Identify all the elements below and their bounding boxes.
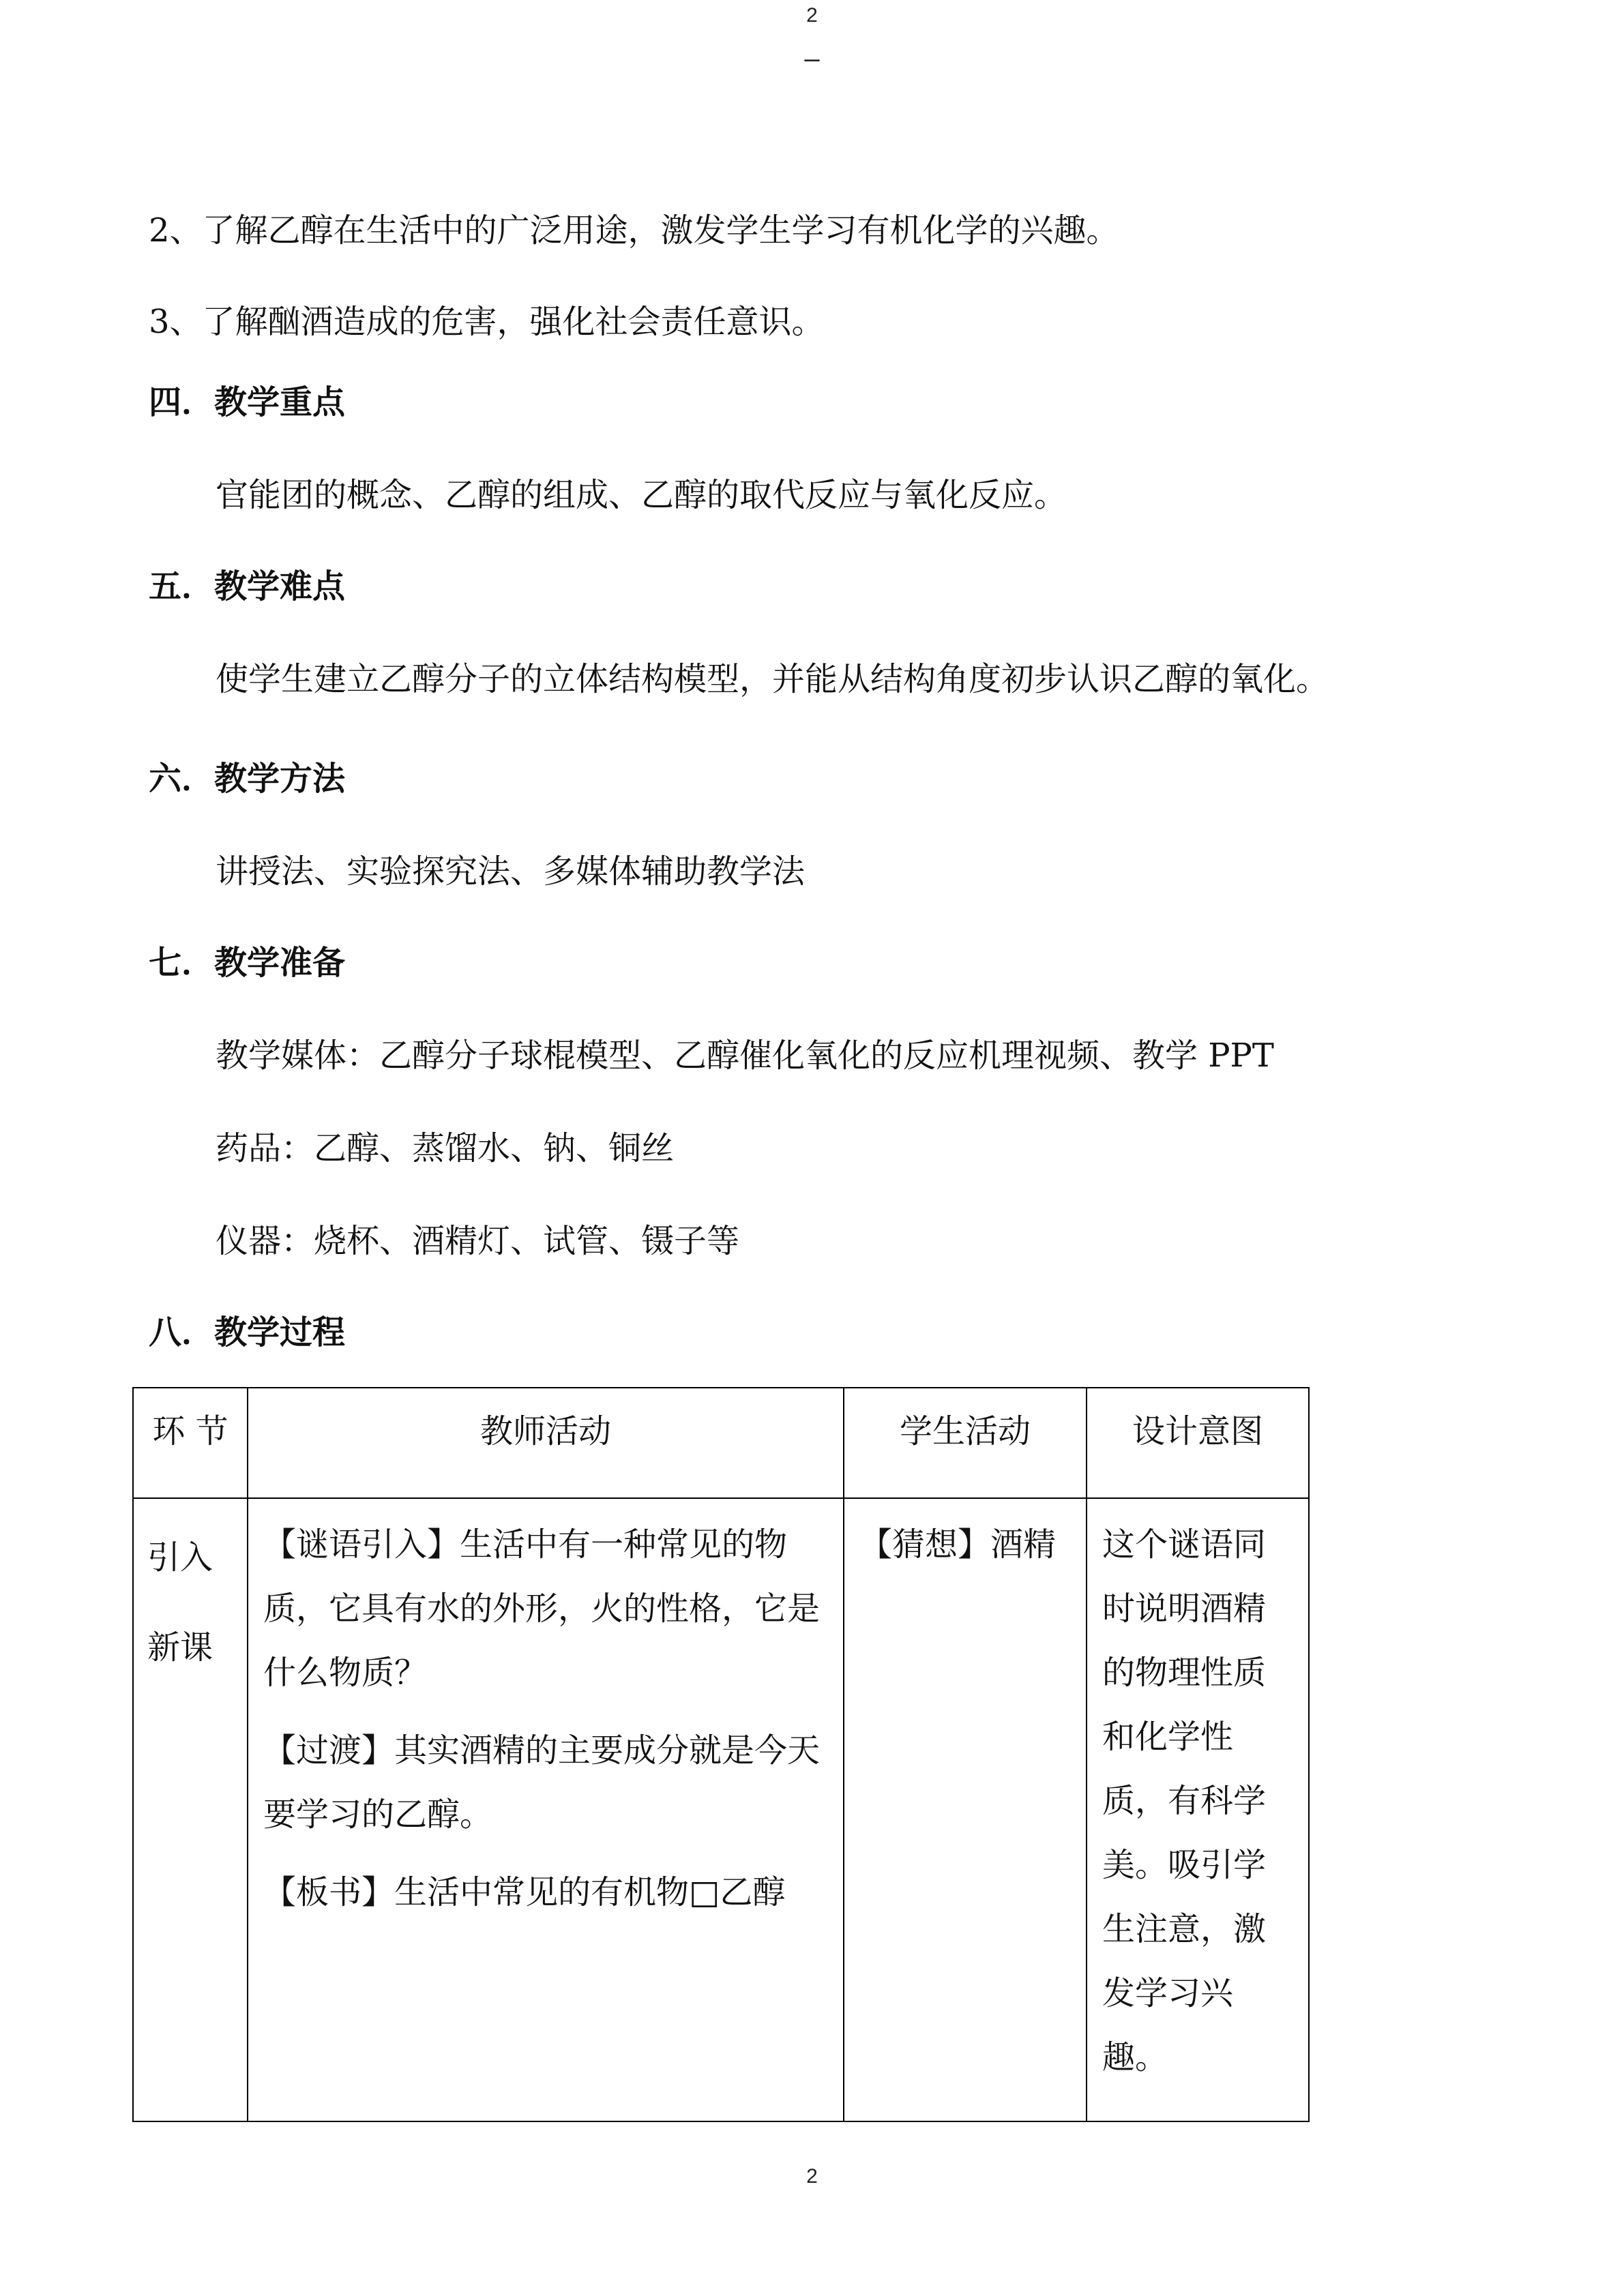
header-section: 环 节 <box>133 1388 248 1498</box>
methods-text: 讲授法、实验探究法、多媒体辅助教学法 <box>216 852 806 891</box>
objective-3: 3、了解酗酒造成的危害，强化社会责任意识。 <box>149 303 825 341</box>
heading-process: 八．教学过程 <box>149 1313 346 1352</box>
heading-methods: 六．教学方法 <box>149 760 346 798</box>
header-student-activity: 学生活动 <box>844 1388 1087 1498</box>
teacher-board-writing: 【板书】生活中常见的有机物□乙醇 <box>263 1873 786 1911</box>
heading-preparation: 七．教学准备 <box>149 944 346 982</box>
teacher-activity-cell <box>248 1498 844 2121</box>
header-page-number: 2 <box>806 4 818 27</box>
header-teacher-activity: 教师活动 <box>248 1388 844 1498</box>
process-table <box>132 1387 1310 2122</box>
header-dash: – <box>804 44 820 74</box>
preparation-reagents: 药品：乙醇、蒸馏水、钠、铜丝 <box>216 1129 675 1167</box>
preparation-instruments: 仪器：烧杯、酒精灯、试管、镊子等 <box>216 1222 740 1260</box>
teacher-transition: 【过渡】其实酒精的主要成分就是今天要学习的乙醇。 <box>263 1731 821 1834</box>
objective-2: 2、了解乙醇在生活中的广泛用途，激发学生学习有机化学的兴趣。 <box>149 211 1119 250</box>
student-guess: 【猜想】酒精 <box>859 1525 1057 1564</box>
teacher-riddle: 【谜语引入】生活中有一种常见的物质，它具有水的外形，火的性格，它是什么物质？ <box>263 1525 821 1692</box>
footer-page-number: 2 <box>806 2165 818 2188</box>
student-activity-cell <box>844 1498 1087 2121</box>
heading-difficulties: 五．教学难点 <box>149 567 346 606</box>
preparation-media: 教学媒体：乙醇分子球棍模型、乙醇催化氧化的反应机理视频、教学 PPT <box>216 1037 1274 1075</box>
section-line: 新课 <box>147 1628 213 1667</box>
header-design-intent: 设计意图 <box>1087 1388 1309 1498</box>
design-intent-cell <box>1087 1498 1309 2121</box>
key-points-text: 官能团的概念、乙醇的组成、乙醇的取代反应与氧化反应。 <box>216 476 1067 514</box>
table-row <box>133 1498 1309 2121</box>
table-header-row <box>133 1388 1309 1498</box>
difficulties-text: 使学生建立乙醇分子的立体结构模型，并能从结构角度初步认识乙醇的氧化。 <box>216 660 1329 698</box>
design-intent-text: 这个谜语同时说明酒精的物理性质和化学性质，有科学美。吸引学生注意，激发学习兴趣。 <box>1102 1525 1267 2076</box>
section-cell <box>133 1498 248 2121</box>
section-line: 引入 <box>147 1538 213 1577</box>
heading-key-points: 四．教学重点 <box>149 383 346 421</box>
